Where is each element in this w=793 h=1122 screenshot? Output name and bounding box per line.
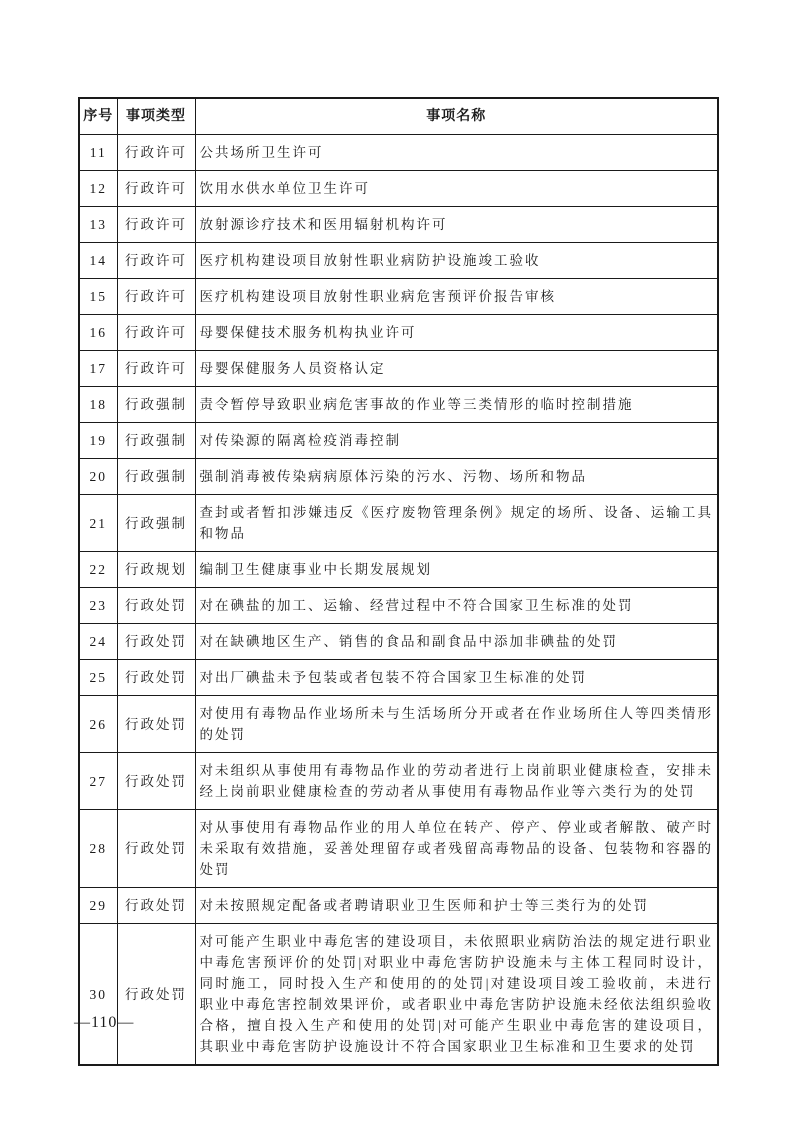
cell-item-type: 行政处罚	[117, 924, 195, 1066]
cell-item-name: 对从事使用有毒物品作业的用人单位在转产、停产、停业或者解散、破产时未采取有效措施，妥善处理留存或者残留高毒物品的设备、包装物和容器的处罚	[195, 810, 718, 888]
cell-item-type: 行政许可	[117, 207, 195, 243]
cell-item-name: 对可能产生职业中毒危害的建设项目，未依照职业病防治法的规定进行职业中毒危害预评价的处罚|对职业中毒危害防护设施未与主体工程同时设计，同时施工，同时投入生产和使用的的处罚|对建设项目竣工验收前，未进行职业中毒危害控制效果评价，或者职业中毒危害防护设施未经依法组织验收合格，擅自投入生产和使用的处罚|对可能产生职业中毒危害的建设项目，其职业中毒危害防护设施设计不符合国家职业卫生标准和卫生要求的处罚	[195, 924, 718, 1066]
header-item-type: 事项类型	[117, 98, 195, 135]
cell-item-type: 行政许可	[117, 279, 195, 315]
cell-item-name: 责令暂停导致职业病危害事故的作业等三类情形的临时控制措施	[195, 387, 718, 423]
cell-serial-number: 25	[79, 660, 117, 696]
cell-serial-number: 19	[79, 423, 117, 459]
cell-item-name: 母婴保健技术服务机构执业许可	[195, 315, 718, 351]
cell-item-type: 行政强制	[117, 495, 195, 552]
cell-item-type: 行政处罚	[117, 624, 195, 660]
cell-item-type: 行政强制	[117, 423, 195, 459]
table-row	[79, 495, 718, 552]
cell-item-type: 行政处罚	[117, 696, 195, 753]
table-row	[79, 459, 718, 495]
cell-item-name: 母婴保健服务人员资格认定	[195, 351, 718, 387]
table-row	[79, 588, 718, 624]
cell-item-name: 对传染源的隔离检疫消毒控制	[195, 423, 718, 459]
cell-serial-number: 30	[79, 924, 117, 1066]
cell-serial-number: 27	[79, 753, 117, 810]
cell-item-type: 行政规划	[117, 552, 195, 588]
cell-serial-number: 21	[79, 495, 117, 552]
table-row	[79, 207, 718, 243]
cell-serial-number: 14	[79, 243, 117, 279]
cell-item-type: 行政强制	[117, 459, 195, 495]
table-row	[79, 243, 718, 279]
cell-serial-number: 23	[79, 588, 117, 624]
table-row	[79, 315, 718, 351]
cell-item-type: 行政许可	[117, 171, 195, 207]
header-serial-number: 序号	[79, 98, 117, 135]
table-row	[79, 552, 718, 588]
cell-item-type: 行政许可	[117, 243, 195, 279]
table-header-row	[79, 98, 718, 135]
cell-item-name: 对使用有毒物品作业场所未与生活场所分开或者在作业场所住人等四类情形的处罚	[195, 696, 718, 753]
cell-item-name: 对未按照规定配备或者聘请职业卫生医师和护士等三类行为的处罚	[195, 888, 718, 924]
cell-item-type: 行政处罚	[117, 588, 195, 624]
cell-item-name: 对未组织从事使用有毒物品作业的劳动者进行上岗前职业健康检查，安排未经上岗前职业健康检查的劳动者从事使用有毒物品作业等六类行为的处罚	[195, 753, 718, 810]
cell-item-name: 对在碘盐的加工、运输、经营过程中不符合国家卫生标准的处罚	[195, 588, 718, 624]
cell-item-type: 行政许可	[117, 351, 195, 387]
table-row	[79, 924, 718, 1066]
cell-item-type: 行政许可	[117, 135, 195, 171]
cell-item-name: 对在缺碘地区生产、销售的食品和副食品中添加非碘盐的处罚	[195, 624, 718, 660]
cell-serial-number: 18	[79, 387, 117, 423]
table-row	[79, 387, 718, 423]
cell-serial-number: 16	[79, 315, 117, 351]
cell-serial-number: 15	[79, 279, 117, 315]
cell-item-name: 对出厂碘盐未予包装或者包装不符合国家卫生标准的处罚	[195, 660, 718, 696]
cell-item-name: 公共场所卫生许可	[195, 135, 718, 171]
cell-serial-number: 12	[79, 171, 117, 207]
cell-item-type: 行政处罚	[117, 810, 195, 888]
cell-serial-number: 13	[79, 207, 117, 243]
cell-serial-number: 26	[79, 696, 117, 753]
cell-serial-number: 29	[79, 888, 117, 924]
table-row	[79, 624, 718, 660]
table-row	[79, 888, 718, 924]
table-row	[79, 423, 718, 459]
cell-item-type: 行政强制	[117, 387, 195, 423]
cell-serial-number: 20	[79, 459, 117, 495]
items-table	[78, 97, 719, 1066]
table-row	[79, 279, 718, 315]
cell-serial-number: 17	[79, 351, 117, 387]
table-row	[79, 810, 718, 888]
page-number: —110—	[74, 1014, 135, 1031]
cell-item-name: 编制卫生健康事业中长期发展规划	[195, 552, 718, 588]
cell-serial-number: 24	[79, 624, 117, 660]
cell-item-type: 行政处罚	[117, 888, 195, 924]
cell-item-type: 行政处罚	[117, 753, 195, 810]
header-item-name: 事项名称	[195, 98, 718, 135]
cell-item-type: 行政处罚	[117, 660, 195, 696]
cell-serial-number: 22	[79, 552, 117, 588]
table-row	[79, 753, 718, 810]
table-row	[79, 135, 718, 171]
cell-serial-number: 11	[79, 135, 117, 171]
cell-item-name: 医疗机构建设项目放射性职业病防护设施竣工验收	[195, 243, 718, 279]
cell-item-name: 放射源诊疗技术和医用辐射机构许可	[195, 207, 718, 243]
cell-item-type: 行政许可	[117, 315, 195, 351]
cell-item-name: 查封或者暂扣涉嫌违反《医疗废物管理条例》规定的场所、设备、运输工具和物品	[195, 495, 718, 552]
table-row	[79, 351, 718, 387]
cell-item-name: 医疗机构建设项目放射性职业病危害预评价报告审核	[195, 279, 718, 315]
cell-serial-number: 28	[79, 810, 117, 888]
table-row	[79, 696, 718, 753]
table-body	[79, 135, 718, 1066]
cell-item-name: 强制消毒被传染病病原体污染的污水、污物、场所和物品	[195, 459, 718, 495]
cell-item-name: 饮用水供水单位卫生许可	[195, 171, 718, 207]
table-row	[79, 171, 718, 207]
table-row	[79, 660, 718, 696]
